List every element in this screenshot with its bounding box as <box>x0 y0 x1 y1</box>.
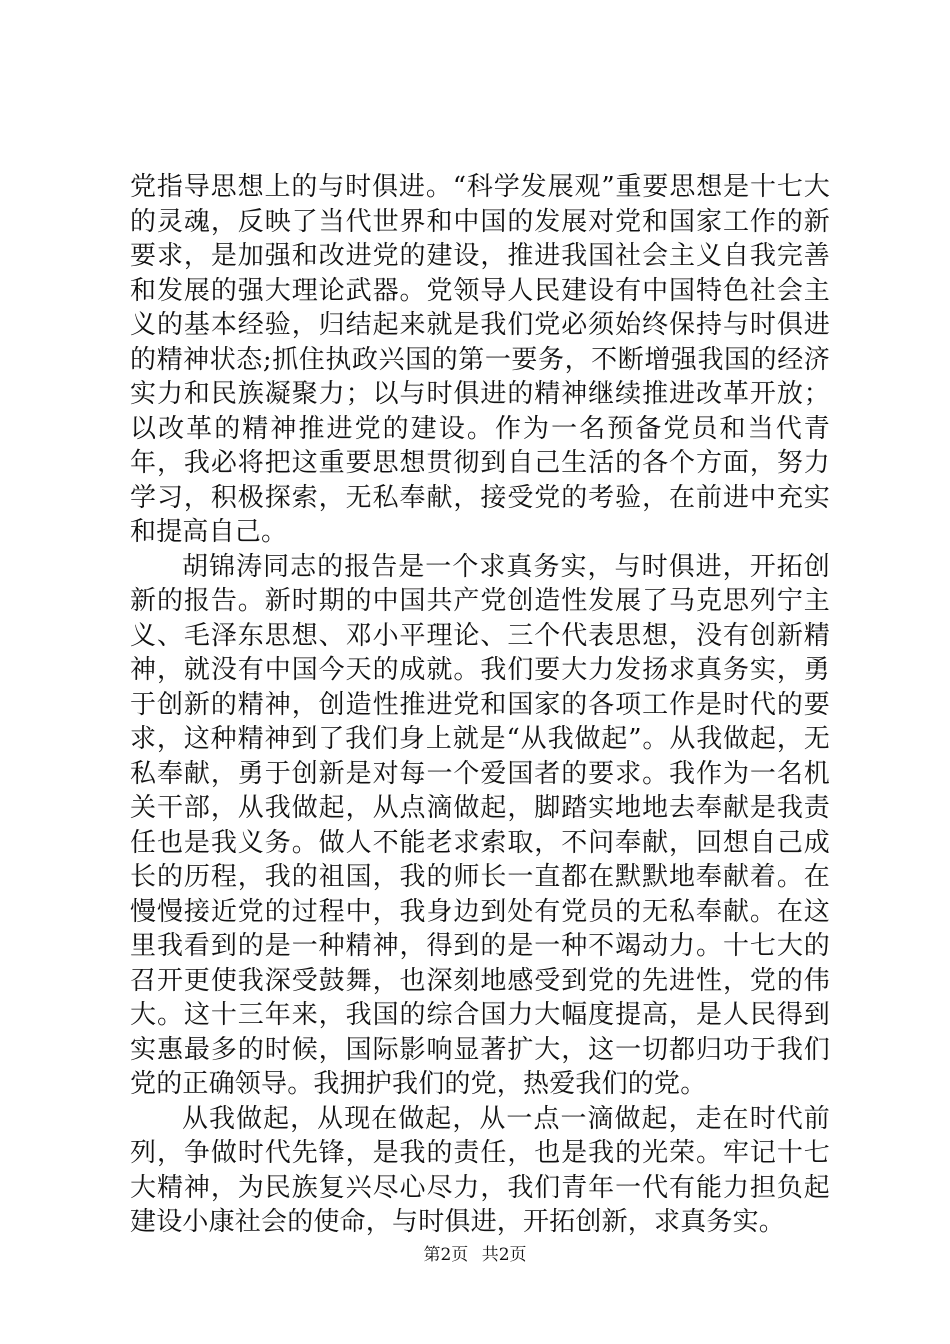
paragraph-1: 党指导思想上的与时俱进。“科学发展观”重要思想是十七大的灵魂，反映了当代世界和中国的发展对党和国家工作的新要求，是加强和改进党的建设，推进我国社会主义自我完善和发展的强大理论武器。党领导人民建设有中国特色社会主义的基本经验，归结起来就是我们党必须始终保持与时俱进的精神状态;抓住执政兴国的第一要务，不断增强我国的经济实力和民族凝聚力；以与时俱进的精神继续推进改革开放；以改革的精神推进党的建设。作为一名预备党员和当代青年，我必将把这重要思想贯彻到自己生活的各个方面，努力学习，积极探索，无私奉献，接受党的考验，在前进中充实和提高自己。 <box>130 172 830 547</box>
page-total: 共2页 <box>481 1245 527 1265</box>
paragraph-2: 胡锦涛同志的报告是一个求真务实，与时俱进，开拓创新的报告。新时期的中国共产党创造性发展了马克思列宁主义、毛泽东思想、邓小平理论、三个代表思想，没有创新精神，就没有中国今天的成就。我们要大力发扬求真务实，勇于创新的精神，创造性推进党和国家的各项工作是时代的要求，这种精神到了我们身上就是“从我做起”。从我做起，无私奉献，勇于创新是对每一个爱国者的要求。我作为一名机关干部，从我做起，从点滴做起，脚踏实地地去奉献是我责任也是我义务。做人不能老求索取，不问奉献，回想自己成长的历程，我的祖国，我的师长一直都在默默地奉献着。在慢慢接近党的过程中，我身边到处有党员的无私奉献。在这里我看到的是一种精神，得到的是一种不竭动力。十七大的召开更使我深受鼓舞，也深刻地感受到党的先进性，党的伟大。这十三年来，我国的综合国力大幅度提高，是人民得到实惠最多的时候，国际影响显著扩大，这一切都归功于我们党的正确领导。我拥护我们的党，热爱我们的党。 <box>130 551 830 1099</box>
document-body <box>130 170 830 1240</box>
page-footer <box>0 1244 950 1266</box>
page-number: 第2页 <box>423 1245 469 1265</box>
paragraph-3: 从我做起，从现在做起，从一点一滴做起，走在时代前列，争做时代先锋，是我的责任，也是我的光荣。牢记十七大精神，为民族复兴尽心尽力，我们青年一代有能力担负起建设小康社会的使命，与时俱进，开拓创新，求真务实。 <box>130 1103 830 1237</box>
